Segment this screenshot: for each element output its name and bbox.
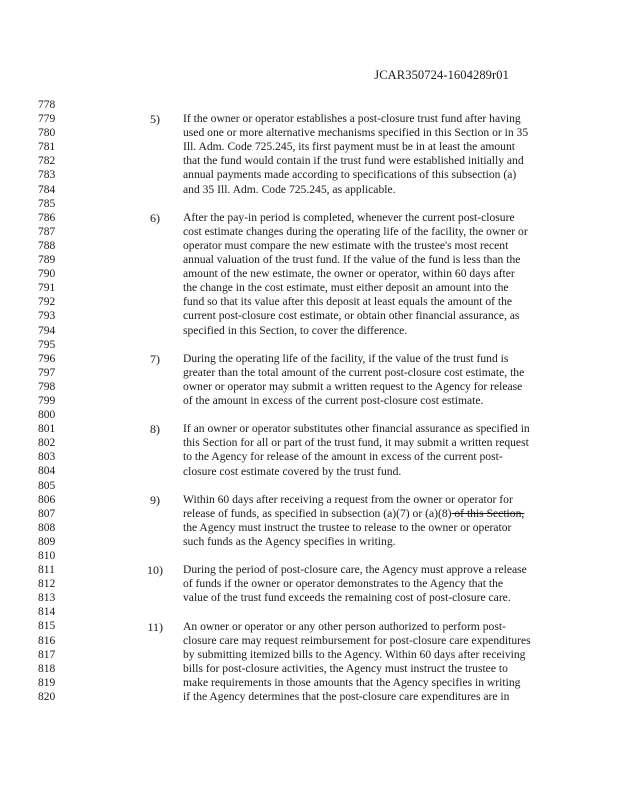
item-text — [183, 422, 543, 478]
item-text — [183, 493, 543, 549]
line-number: 793 — [38, 310, 56, 323]
line-number: 799 — [38, 394, 56, 407]
text-line: to the Agency for release of the amount in excess of the current post- — [183, 450, 503, 464]
text-line: the change in the cost estimate, must either deposit an amount into the — [183, 281, 509, 295]
text-line: closure cost estimate covered by the trust fund. — [183, 464, 402, 478]
line-number: 788 — [38, 239, 56, 252]
line-number: 779 — [38, 113, 56, 126]
text-line: make requirements in those amounts that the Agency specifies in writing — [183, 676, 521, 690]
line-number: 815 — [38, 620, 56, 633]
line-number: 814 — [38, 606, 56, 619]
text-line: fund so that its value after this deposit at least equals the amount of the — [183, 295, 513, 309]
line-number: 807 — [38, 507, 56, 520]
line-number: 790 — [38, 268, 56, 281]
document-id: JCAR350724-1604289r01 — [374, 68, 509, 82]
text-line: bills for post-closure activities, the Agency must instruct the trustee to — [183, 661, 508, 675]
text-line: If an owner or operator substitutes other financial assurance as specified in — [183, 422, 530, 436]
text-line: operator must compare the new estimate with the trustee's most recent — [183, 238, 509, 252]
struck-text: of this Section, — [451, 506, 525, 520]
text-line: current post-closure cost estimate, or obtain other financial assurance, as — [183, 309, 520, 323]
line-number: 798 — [38, 380, 56, 393]
text-line: if the Agency determines that the post-closure care expenditures are in — [183, 690, 510, 704]
text-line: owner or operator may submit a written request to the Agency for release — [183, 379, 523, 393]
item-text — [183, 211, 543, 338]
text-line: If the owner or operator establishes a post-closure trust fund after having — [183, 112, 521, 126]
line-number: 781 — [38, 141, 56, 154]
line-number: 792 — [38, 296, 56, 309]
line-number: 813 — [38, 592, 56, 605]
line-number: 811 — [38, 564, 55, 577]
text-line: annual payments made according to specifications of this subsection (a) — [183, 168, 517, 182]
line-number: 812 — [38, 578, 56, 591]
line-number: 800 — [38, 409, 56, 422]
text-line: such funds as the Agency specifies in writing. — [183, 535, 396, 549]
item-number: 7) — [150, 351, 160, 366]
line-number: 778 — [38, 99, 56, 111]
line-number: 780 — [38, 127, 56, 140]
line-number: 818 — [38, 662, 56, 675]
item-number: 5) — [150, 112, 160, 127]
line-number: 809 — [38, 535, 56, 548]
item-text — [183, 620, 543, 705]
line-number: 808 — [38, 521, 56, 534]
text-line: release of funds, as specified in subsection (a)(7) or (a)(8) of this Section, — [183, 506, 525, 520]
line-number: 803 — [38, 451, 56, 464]
text-line: specified in this Section, to cover the difference. — [183, 323, 408, 337]
line-number: 797 — [38, 366, 56, 379]
line-number: 791 — [38, 282, 56, 295]
text-line: value of the trust fund exceeds the remaining cost of post-closure care. — [183, 591, 511, 605]
text-line: annual valuation of the trust fund. If the value of the fund is less than the — [183, 253, 521, 267]
line-number: 820 — [38, 690, 56, 703]
item-number: 10) — [147, 563, 163, 578]
line-number: 783 — [38, 169, 56, 182]
item-text — [183, 112, 543, 197]
line-number: 805 — [38, 479, 56, 492]
text-line: this Section for all or part of the trust fund, it may submit a written request — [183, 436, 529, 450]
item-number: 9) — [150, 492, 160, 507]
text-line: cost estimate changes during the operating life of the facility, the owner or — [183, 224, 528, 238]
text-line: During the period of post-closure care, the Agency must approve a release — [183, 563, 527, 577]
text-line: During the operating life of the facility, if the value of the trust fund is — [183, 351, 509, 365]
line-number: 795 — [38, 338, 56, 351]
text-line: greater than the total amount of the current post-closure cost estimate, the — [183, 365, 525, 379]
line-number: 817 — [38, 648, 56, 661]
item-number: 6) — [150, 210, 160, 225]
line-number: 802 — [38, 437, 56, 450]
text-line: After the pay-in period is completed, whenever the current post-closure — [183, 210, 515, 224]
item-number: 8) — [150, 422, 160, 437]
item-number: 11) — [147, 619, 163, 634]
text-line: Ill. Adm. Code 725.245, its first payment must be in at least the amount — [183, 140, 515, 154]
text-line: the Agency must instruct the trustee to release to the owner or operator — [183, 520, 512, 534]
line-number: 804 — [38, 465, 56, 478]
line-number: 810 — [38, 550, 56, 562]
text-line: of the amount in excess of the current post-closure cost estimate. — [183, 394, 484, 408]
line-number: 786 — [38, 211, 56, 224]
item-text — [183, 352, 543, 408]
line-number: 801 — [38, 423, 56, 436]
line-number: 816 — [38, 634, 56, 647]
text-line: amount of the new estimate, the owner or operator, within 60 days after — [183, 267, 515, 281]
line-number: 789 — [38, 254, 56, 267]
text-line: that the fund would contain if the trust fund were established initially and — [183, 154, 524, 168]
line-number: 785 — [38, 197, 56, 210]
text-line: and 35 Ill. Adm. Code 725.245, as applicable. — [183, 182, 396, 196]
line-number: 794 — [38, 324, 56, 337]
line-number: 784 — [38, 183, 56, 196]
item-text — [183, 563, 543, 605]
line-number: 806 — [38, 493, 56, 506]
text-line: used one or more alternative mechanisms specified in this Section or in 35 — [183, 126, 529, 140]
text-line: by submitting itemized bills to the Agency. Within 60 days after receiving — [183, 647, 526, 661]
line-number-column — [38, 98, 68, 704]
text-line: closure care may request reimbursement for post-closure care expenditures — [183, 633, 531, 647]
line-number: 782 — [38, 155, 56, 168]
line-number: 796 — [38, 352, 56, 365]
line-number: 787 — [38, 225, 56, 238]
text-line: of funds if the owner or operator demonstrates to the Agency that the — [183, 577, 504, 591]
text-line: Within 60 days after receiving a request from the owner or operator for — [183, 492, 513, 506]
text-line: An owner or operator or any other person authorized to perform post- — [183, 619, 506, 633]
line-number: 819 — [38, 676, 56, 689]
